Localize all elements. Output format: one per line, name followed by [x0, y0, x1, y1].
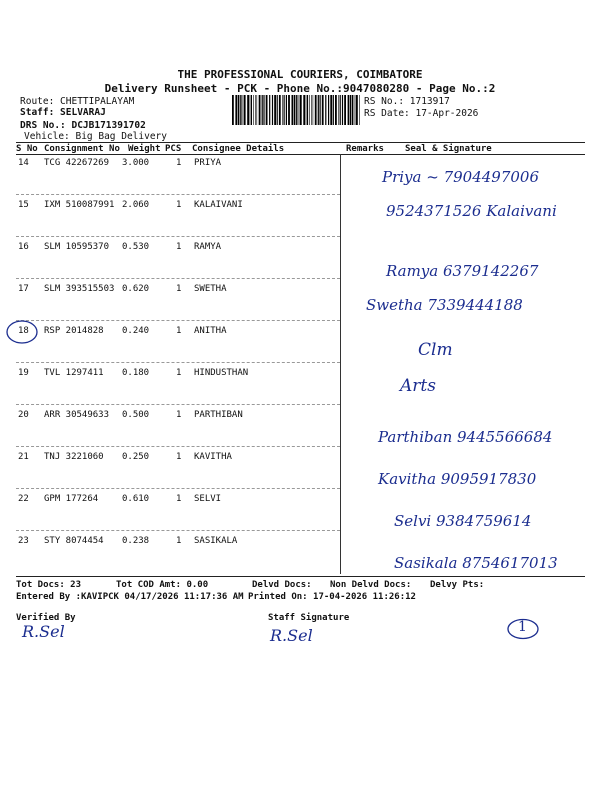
delivery-points: Delvy Pts:: [430, 580, 485, 590]
row-consignee: SELVI: [194, 494, 222, 504]
row-weight: 0.238: [122, 536, 150, 546]
row-sno: 23: [18, 536, 29, 546]
row-weight: 2.060: [122, 200, 150, 210]
drs-number: DRS No.: DCJB171391702: [20, 120, 146, 131]
row-consignment: GPM 177264: [44, 494, 99, 504]
header-top-rule: [16, 142, 585, 143]
row-consignment: SLM 393515503: [44, 284, 115, 294]
route-label: Route: CHETTIPALAYAM: [20, 96, 135, 107]
row-sno: 16: [18, 242, 29, 252]
row-consignment: IXM 510087991: [44, 200, 115, 210]
row-weight: 0.610: [122, 494, 150, 504]
row-divider: [16, 446, 340, 447]
row-signature: Priya ~ 7904497006: [382, 168, 540, 186]
col-seal: Seal & Signature: [405, 144, 492, 154]
row-signature: Kavitha 9095917830: [378, 470, 537, 488]
row-signature: Sasikala 8754617013: [394, 554, 558, 572]
row-sno: 19: [18, 368, 29, 378]
row-pcs: 1: [176, 284, 182, 294]
row-consignee: ANITHA: [194, 326, 227, 336]
entered-by: Entered By :KAVIPCK 04/17/2026 11:17:36 AM: [16, 592, 244, 602]
row-signature: 9524371526 Kalaivani: [386, 202, 557, 220]
company-title: THE PROFESSIONAL COURIERS, COIMBATORE: [177, 68, 423, 81]
verified-by-label: Verified By: [16, 613, 76, 623]
row-divider: [16, 404, 340, 405]
non-delivered-docs: Non Delvd Docs:: [330, 580, 412, 590]
row-weight: 0.620: [122, 284, 150, 294]
footer-top-rule: [16, 576, 585, 577]
page-circle-number: 1: [518, 619, 527, 635]
delivered-docs: Delvd Docs:: [252, 580, 312, 590]
row-weight: 0.240: [122, 326, 150, 336]
staff-signature-label: Staff Signature: [268, 613, 350, 623]
row-consignment: STY 8074454: [44, 536, 104, 546]
row-sno: 15: [18, 200, 29, 210]
row-pcs: 1: [176, 494, 182, 504]
runsheet-subtitle: Delivery Runsheet - PCK - Phone No.:9047080280 - Page No.:2: [104, 82, 496, 95]
row-consignee: PARTHIBAN: [194, 410, 243, 420]
circled-mark-icon: [4, 318, 44, 348]
vehicle-label: Vehicle: Big Bag Delivery: [24, 131, 167, 142]
col-remarks: Remarks: [346, 144, 384, 154]
row-divider: [16, 236, 340, 237]
row-signature: Arts: [400, 376, 436, 396]
row-divider: [16, 530, 340, 531]
col-consignment: Consignment No: [44, 144, 120, 154]
row-weight: 0.250: [122, 452, 150, 462]
row-signature: Clm: [418, 340, 453, 360]
row-weight: 3.000: [122, 158, 150, 168]
header-bottom-rule: [16, 154, 585, 155]
row-consignment: SLM 10595370: [44, 242, 110, 252]
col-sno: S No: [16, 144, 38, 154]
row-sno: 21: [18, 452, 29, 462]
row-divider: [16, 362, 340, 363]
row-pcs: 1: [176, 452, 182, 462]
row-consignee: PRIYA: [194, 158, 222, 168]
row-weight: 0.530: [122, 242, 150, 252]
row-pcs: 1: [176, 326, 182, 336]
row-consignment: TNJ 3221060: [44, 452, 104, 462]
row-consignment: TCG 42267269: [44, 158, 110, 168]
row-weight: 0.180: [122, 368, 150, 378]
row-weight: 0.500: [122, 410, 150, 420]
row-sno: 18: [18, 326, 29, 336]
verified-signature: R.Sel: [22, 622, 65, 641]
row-divider: [16, 278, 340, 279]
row-consignee: KAVITHA: [194, 452, 232, 462]
row-pcs: 1: [176, 200, 182, 210]
row-pcs: 1: [176, 158, 182, 168]
row-consignment: RSP 2014828: [44, 326, 104, 336]
row-sno: 17: [18, 284, 29, 294]
row-consignee: SASIKALA: [194, 536, 238, 546]
row-signature: Selvi 9384759614: [394, 512, 532, 530]
total-docs: Tot Docs: 23: [16, 580, 82, 590]
row-pcs: 1: [176, 410, 182, 420]
row-consignee: KALAIVANI: [194, 200, 243, 210]
row-consignee: RAMYA: [194, 242, 222, 252]
row-divider: [16, 194, 340, 195]
col-weight: Weight: [128, 144, 161, 154]
printed-on: Printed On: 17-04-2026 11:26:12: [248, 592, 416, 602]
row-signature: Ramya 6379142267: [386, 262, 539, 280]
row-consignee: SWETHA: [194, 284, 227, 294]
barcode: [232, 95, 360, 125]
staff-label: Staff: SELVARAJ: [20, 107, 106, 118]
row-sno: 22: [18, 494, 29, 504]
total-cod: Tot COD Amt: 0.00: [116, 580, 209, 590]
row-signature: Parthiban 9445566684: [378, 428, 553, 446]
rs-number: RS No.: 1713917: [364, 96, 450, 107]
row-pcs: 1: [176, 536, 182, 546]
col-pcs: PCS: [165, 144, 182, 154]
row-consignment: TVL 1297411: [44, 368, 104, 378]
signature-column-divider: [340, 154, 341, 574]
row-divider: [16, 488, 340, 489]
row-consignee: HINDUSTHAN: [194, 368, 249, 378]
row-sno: 14: [18, 158, 29, 168]
row-signature: Swetha 7339444188: [366, 296, 523, 314]
rs-date: RS Date: 17-Apr-2026: [364, 108, 479, 119]
row-divider: [16, 320, 340, 321]
row-consignment: ARR 30549633: [44, 410, 110, 420]
staff-signature: R.Sel: [270, 626, 313, 645]
row-pcs: 1: [176, 242, 182, 252]
col-consignee: Consignee Details: [192, 144, 285, 154]
row-sno: 20: [18, 410, 29, 420]
row-pcs: 1: [176, 368, 182, 378]
